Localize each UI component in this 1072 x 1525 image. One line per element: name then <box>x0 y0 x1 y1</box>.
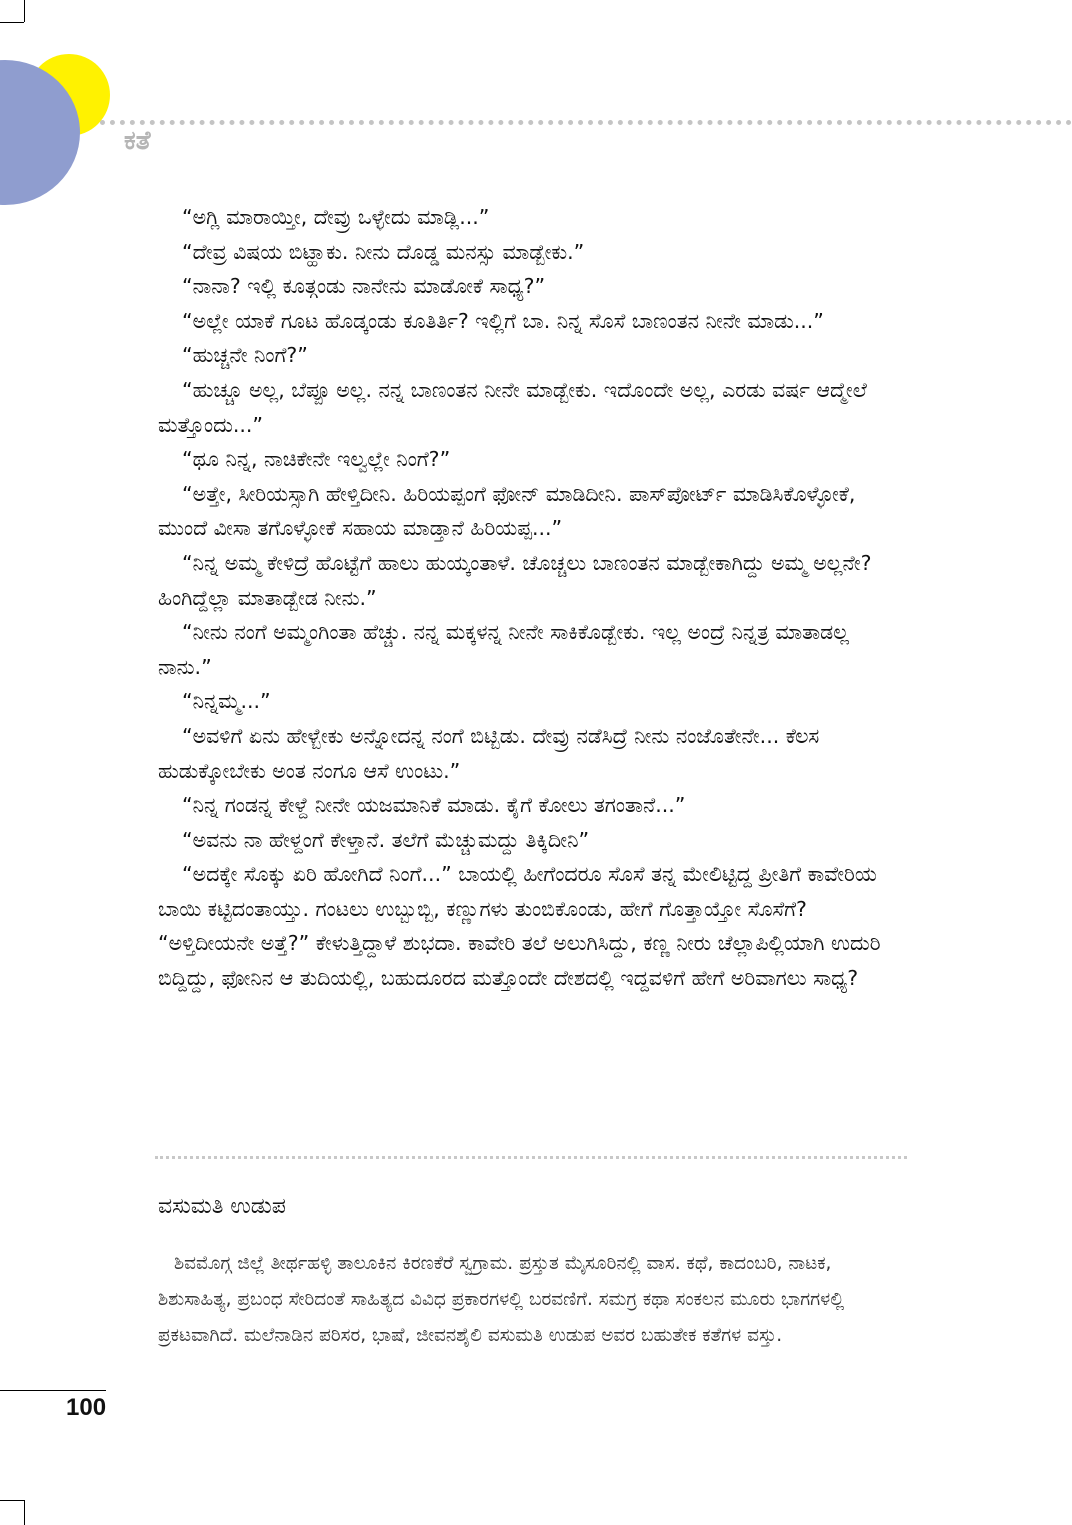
story-paragraph: “ನಿನ್ನ ಅಮ್ಮ ಕೇಳಿದ್ರೆ ಹೊಟ್ಟೆಗೆ ಹಾಲು ಹುಯ್ಕಂತಾಳೆ. ಚೊಚ್ಚಲು ಬಾಣಂತನ ಮಾಡ್ಬೇಕಾಗಿದ್ದು ಅಮ್ಮ ಅಲ್ಲನೇ? ಹಿಂಗಿದ್ದೆಲ್ಲಾ ಮಾತಾಡ್ಬೇಡ ನೀನು.” <box>158 550 872 610</box>
story-paragraph: “ಅದಕ್ಕೇ ಸೊಕ್ಕು ಏರಿ ಹೋಗಿದೆ ನಿಂಗೆ...” ಬಾಯಲ್ಲಿ ಹೀಗೆಂದರೂ ಸೊಸೆ ತನ್ನ ಮೇಲಿಟ್ಟಿದ್ದ ಪ್ರೀತಿಗೆ ಕಾವೇರಿಯ ಬಾಯಿ ಕಟ್ಟಿದಂತಾಯ್ತು. ಗಂಟಲು ಉಬ್ಬುಬ್ಬಿ, ಕಣ್ಣುಗಳು ತುಂಬಿಕೊಂಡು, ಹೇಗೆ ಗೊತ್ತಾಯ್ತೋ ಸೊಸೆಗೆ? “ಅಳ್ತಿದೀಯನೇ ಅತ್ತೆ?” ಕೇಳುತ್ತಿದ್ದಾಳೆ ಶುಭದಾ. ಕಾವೇರಿ ತಲೆ ಅಲುಗಿಸಿದ್ದು, ಕಣ್ಣ ನೀರು ಚೆಲ್ಲಾಪಿಲ್ಲಿಯಾಗಿ ಉದುರಿ ಬಿದ್ದಿದ್ದು, ಫೋನಿನ ಆ ತುದಿಯಲ್ಲಿ, ಬಹುದೂರದ ಮತ್ತೊಂದೇ ದೇಶದಲ್ಲಿ ಇದ್ದವಳಿಗೆ ಹೇಗೆ ಅರಿವಾಗಲು ಸಾಧ್ಯ? <box>158 862 881 991</box>
page-number: 100 <box>66 1394 107 1421</box>
story-paragraph: “ಅಗ್ಲಿ ಮಾರಾಯ್ತೀ, ದೇವ್ರು ಒಳ್ಳೇದು ಮಾಡ್ಲಿ...” <box>182 205 490 229</box>
story-paragraph: “ನಿನ್ನ ಗಂಡನ್ನ ಕೇಳ್ದೆ ನೀನೇ ಯಜಮಾನಿಕೆ ಮಾಡು. ಕೈಗೆ ಕೋಲು ತಗಂತಾನೆ...” <box>182 793 686 818</box>
section-label: ಕತೆ <box>124 126 151 156</box>
story-paragraph: “ಅತ್ತೇ, ಸೀರಿಯಸ್ಸಾಗಿ ಹೇಳ್ತಿದೀನಿ. ಹಿರಿಯಪ್ಪಂಗೆ ಫೋನ್ ಮಾಡಿದೀನಿ. ಪಾಸ್‌ಪೋರ್ಟ್ ಮಾಡಿಸಿಕೊಳ್ಳೋಕೆ, ಮುಂದೆ ವೀಸಾ ತಗೊಳ್ಳೋಕೆ ಸಹಾಯ ಮಾಡ್ತಾನೆ ಹಿರಿಯಪ್ಪ...” <box>158 481 856 541</box>
story-text <box>158 200 908 996</box>
crop-mark-bottom <box>24 1500 25 1525</box>
crop-mark-top-h <box>0 22 24 23</box>
story-paragraph: “ಹುಚ್ಚೂ ಅಲ್ಲ, ಬೆಪ್ಪೂ ಅಲ್ಲ. ನನ್ನ ಬಾಣಂತನ ನೀನೇ ಮಾಡ್ಬೇಕು. ಇದೊಂದೇ ಅಲ್ಲ, ಎರಡು ವರ್ಷ ಆದ್ಮೇಲೆ ಮತ್ತೊಂದು...” <box>158 377 867 437</box>
story-paragraph: “ನೀನು ನಂಗೆ ಅಮ್ಮಂಗಿಂತಾ ಹೆಚ್ಚು. ನನ್ನ ಮಕ್ಕಳನ್ನ ನೀನೇ ಸಾಕಿಕೊಡ್ಬೇಕು. ಇಲ್ಲ ಅಂದ್ರೆ ನಿನ್ನತ್ರ ಮಾತಾಡಲ್ಲ ನಾನು.” <box>158 620 849 679</box>
story-paragraph: “ನಿನ್ನಮ್ಮ...” <box>182 689 271 714</box>
story-paragraph: “ಅವಳಿಗೆ ಏನು ಹೇಳ್ಬೇಕು ಅನ್ನೋದನ್ನ ನಂಗೆ ಬಿಟ್ಬಿಡು. ದೇವ್ರು ನಡೆಸಿದ್ರೆ ನೀನು ನಂಜೊತೇನೇ... ಕೆಲಸ ಹುಡುಕ್ಕೋಬೇಕು ಅಂತ ನಂಗೂ ಆಸೆ ಉಂಟು.” <box>158 723 820 783</box>
story-paragraph: “ಹುಚ್ಚನೇ ನಿಂಗೆ?” <box>182 343 308 368</box>
author-bio: ಶಿವಮೊಗ್ಗ ಜಿಲ್ಲೆ ತೀರ್ಥಹಳ್ಳಿ ತಾಲೂಕಿನ ಕಿರಣಕೆರೆ ಸ್ವಗ್ರಾಮ. ಪ್ರಸ್ತುತ ಮೈಸೂರಿನಲ್ಲಿ ವಾಸ. ಕಥೆ, ಕಾದಂಬರಿ, ನಾಟಕ, ಶಿಶುಸಾಹಿತ್ಯ, ಪ್ರಬಂಧ ಸೇರಿದಂತೆ ಸಾಹಿತ್ಯದ ವಿವಿಧ ಪ್ರಕಾರಗಳಲ್ಲಿ ಬರವಣಿಗೆ. ಸಮಗ್ರ ಕಥಾ ಸಂಕಲನ ಮೂರು ಭಾಗಗಳಲ್ಲಿ ಪ್ರಕಟವಾಗಿದೆ. ಮಲೆನಾಡಿನ ಪರಿಸರ, ಭಾಷೆ, ಜೀವನಶೈಲಿ ವಸುಮತಿ ಉಡುಪ ಅವರ ಬಹುತೇಕ ಕತೆಗಳ ವಸ್ತು. <box>158 1253 845 1346</box>
section-divider <box>155 1156 907 1159</box>
story-paragraph: “ದೇವ್ರ ವಿಷಯ ಬಿಟ್ಹಾಕು. ನೀನು ದೊಡ್ಡ ಮನಸ್ಸು ಮಾಡ್ಬೇಕು.” <box>182 239 585 264</box>
story-paragraph: “ಅಲ್ಲೇ ಯಾಕೆ ಗೂಟ ಹೊಡ್ಕಂಡು ಕೂತಿರ್ತಿ? ಇಲ್ಲಿಗೆ ಬಾ. ನಿನ್ನ ಸೊಸೆ ಬಾಣಂತನ ನೀನೇ ಮಾಡು...” <box>182 308 824 333</box>
page-number-rule <box>0 1390 106 1391</box>
story-paragraph: “ನಾನಾ? ಇಲ್ಲಿ ಕೂತ್ಗಂಡು ನಾನೇನು ಮಾಡೋಕೆ ಸಾಧ್ಯ?” <box>182 274 546 299</box>
story-paragraph: “ಅವನು ನಾ ಹೇಳ್ದಂಗೆ ಕೇಳ್ತಾನೆ. ತಲೆಗೆ ಮೆಚ್ಚುಮದ್ದು ತಿಕ್ಕಿದೀನಿ” <box>182 827 590 852</box>
crop-mark-top <box>24 0 25 22</box>
story-paragraph: “ಥೂ ನಿನ್ನ, ನಾಚಿಕೇನೇ ಇಲ್ವಲ್ಲೇ ನಿಂಗೆ?” <box>182 447 451 472</box>
author-name: ವಸುಮತಿ ಉಡುಪ <box>158 1194 286 1219</box>
crop-mark-bottom-h <box>0 1500 24 1501</box>
header-dotted-rule <box>100 120 1072 125</box>
